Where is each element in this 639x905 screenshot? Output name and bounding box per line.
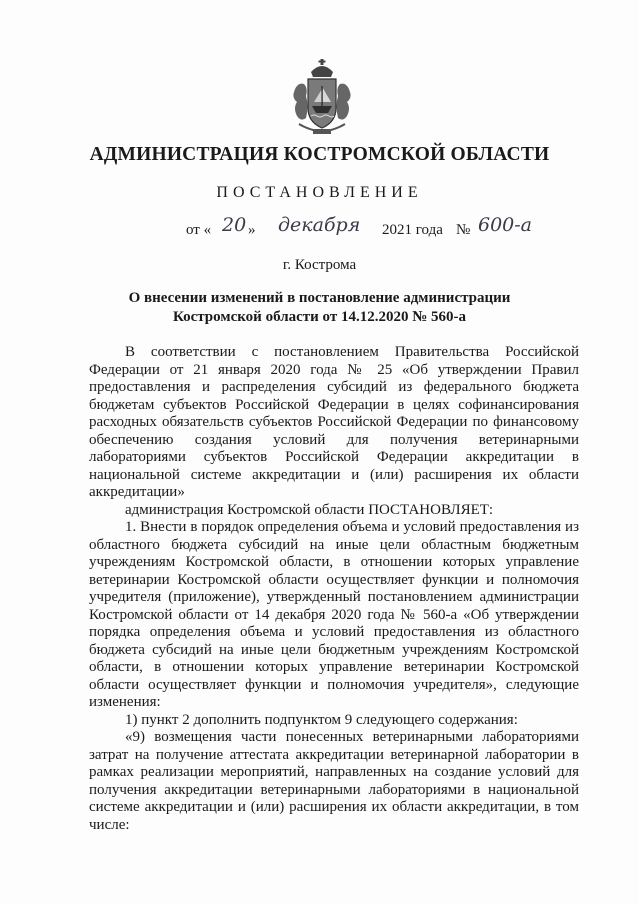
date-close-quote: » bbox=[248, 222, 256, 238]
paragraph-quote-9: «9) возмещения части понесенных ветеринарными лабораториями затрат на получение аттестата аккредитации ветеринарной лаборатории в рамках реализации мероприятий, направленных на создание условий для получения аккредитации ветеринарными лабораториями в национальной системе аккредитации и (или) расширения их области аккредитации, в том числе: bbox=[89, 729, 579, 833]
title-line-1: О внесении изменений в постановление администрации bbox=[128, 290, 511, 306]
document-body bbox=[89, 344, 579, 834]
handwritten-month: декабря bbox=[278, 214, 361, 236]
date-line bbox=[186, 214, 586, 244]
paragraph-resolves: администрация Костромской области ПОСТАНОВЛЯЕТ: bbox=[125, 501, 494, 518]
handwritten-day: 20 bbox=[222, 214, 247, 236]
date-year: 2021 года bbox=[382, 222, 443, 238]
coat-of-arms-icon bbox=[291, 58, 353, 138]
number-prefix: № bbox=[456, 222, 471, 238]
paragraph-item-1: 1. Внести в порядок определения объема и условий предоставления из областного бюджета субсидий на иные цели областным бюджетным учреждениям Костромской области, в отношении которых управление ветеринарии Костромской области осуществляет функции и полномочия учредителя (приложение), утвержденный постановлением администрации Костромской области от 14 декабря 2020 года № 560-а «Об утверждении порядка определения объема и условий предоставления из областного бюджета субсидий на иные цели бюджетным учреждениям Костромской области, в отношении которых управление ветеринарии Костромской области осуществляет функции и полномочия учредителя», следующие изменения: bbox=[89, 519, 579, 710]
paragraph-preamble: В соответствии с постановлением Правительства Российской Федерации от 21 января 2020 года № 25 «Об утверждении Правил предоставления и распределения субсидий из федерального бюджета бюджетам субъектов Российской Федерации в целях софинансирования расходных обязательств субъектов Российской Федерации по финансовому обеспечению создания условий для получения ветеринарными лабораториями субъектов Российской Федерации аккредитации в национальной системе аккредитации и (или) расширения их области аккредитации» bbox=[89, 344, 579, 500]
handwritten-number: 600-а bbox=[478, 214, 533, 236]
city: г. Кострома bbox=[282, 257, 357, 273]
document-type: ПОСТАНОВЛЕНИЕ bbox=[216, 184, 423, 201]
title-line-2: Костромской области от 14.12.2020 № 560-а bbox=[172, 308, 467, 325]
date-prefix: от « bbox=[186, 222, 212, 238]
document-title bbox=[0, 289, 639, 326]
paragraph-subitem-1: 1) пункт 2 дополнить подпунктом 9 следующего содержания: bbox=[125, 711, 518, 728]
organization-name: АДМИНИСТРАЦИЯ КОСТРОМСКОЙ ОБЛАСТИ bbox=[89, 144, 550, 165]
